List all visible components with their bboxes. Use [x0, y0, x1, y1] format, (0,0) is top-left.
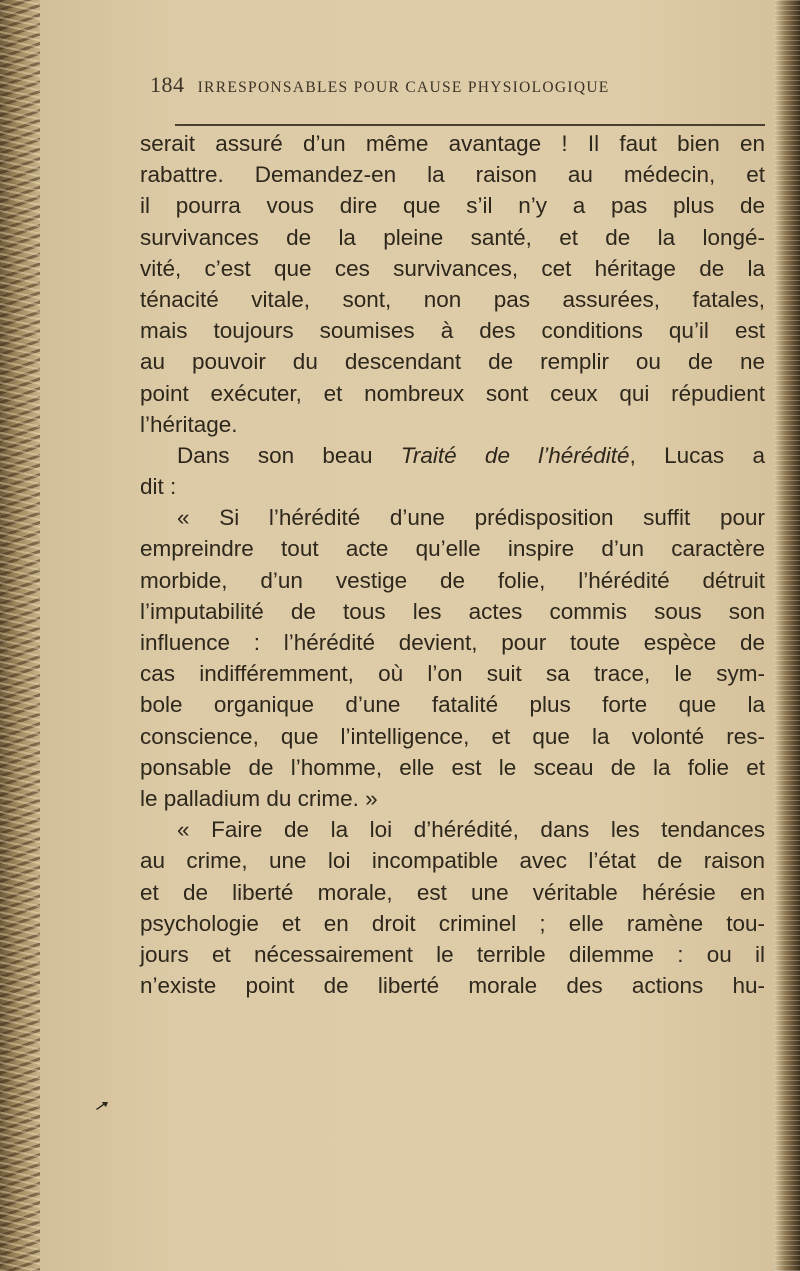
- margin-arrow-mark-icon: [95, 1100, 109, 1110]
- text-line: morbide, d’un vestige de folie, l’hérédité détruit: [140, 567, 765, 593]
- text-line: serait assuré d’un même avantage ! Il faut bien en: [140, 131, 765, 156]
- text-line: l’héritage.: [140, 411, 238, 437]
- text-line: n’existe point de liberté morale des actions hu-: [140, 973, 765, 999]
- text-line: au pouvoir du descendant de remplir ou de ne: [140, 349, 765, 375]
- text-line: ténacité vitale, sont, non pas assurées, fatales,: [140, 286, 765, 312]
- text-line: conscience, que l’intelligence, et que la volonté res-: [140, 723, 765, 749]
- text-line: psychologie et en droit criminel ; elle ramène tou-: [140, 910, 765, 936]
- header-rule: [175, 124, 765, 126]
- book-binding-edge: [0, 0, 40, 1271]
- text-line: influence : l’hérédité devient, pour toute espèce de: [140, 630, 765, 655]
- running-head: IRRESPONSABLES POUR CAUSE PHYSIOLOGIQUE: [197, 79, 610, 96]
- text-line-with-title: [140, 440, 765, 471]
- line-text-after: , Lucas a: [629, 442, 765, 468]
- page-header: [150, 72, 770, 102]
- text-line: point exécuter, et nombreux sont ceux qui répudient: [140, 380, 765, 406]
- text-line: « Si l’hérédité d’une prédisposition suffit pour: [177, 505, 765, 531]
- page-number: 184: [150, 72, 185, 97]
- text-line: bole organique d’une fatalité plus forte que la: [140, 692, 765, 718]
- text-line: rabattre. Demandez-en la raison au médecin, et: [140, 162, 765, 188]
- line-text-before: Dans son beau: [177, 442, 401, 468]
- text-line: cas indifféremment, où l’on suit sa trace, le sym-: [140, 661, 765, 687]
- text-line: ponsable de l’homme, elle est le sceau de la folie et: [140, 754, 765, 780]
- text-line: dit :: [140, 474, 177, 500]
- text-line: l’imputabilité de tous les actes commis sous son: [140, 598, 765, 624]
- page-edge-shadow: [774, 0, 800, 1271]
- text-line: jours et nécessairement le terrible dilemme : ou il: [140, 941, 765, 967]
- text-line: il pourra vous dire que s’il n’y a pas plus de: [140, 193, 765, 219]
- text-line: empreindre tout acte qu’elle inspire d’un caractère: [140, 536, 765, 562]
- text-line: vité, c’est que ces survivances, cet héritage de la: [140, 255, 765, 281]
- text-line: et de liberté morale, est une véritable hérésie en: [140, 879, 765, 905]
- body-text: [140, 128, 765, 1001]
- text-line: le palladium du crime. »: [140, 785, 378, 811]
- text-line: survivances de la pleine santé, et de la longé-: [140, 224, 765, 250]
- text-line: « Faire de la loi d’hérédité, dans les tendances: [177, 817, 765, 843]
- text-line: au crime, une loi incompatible avec l’état de raison: [140, 848, 765, 874]
- book-title: Traité de l’hérédité: [400, 442, 630, 468]
- text-line: mais toujours soumises à des conditions qu’il est: [140, 318, 765, 344]
